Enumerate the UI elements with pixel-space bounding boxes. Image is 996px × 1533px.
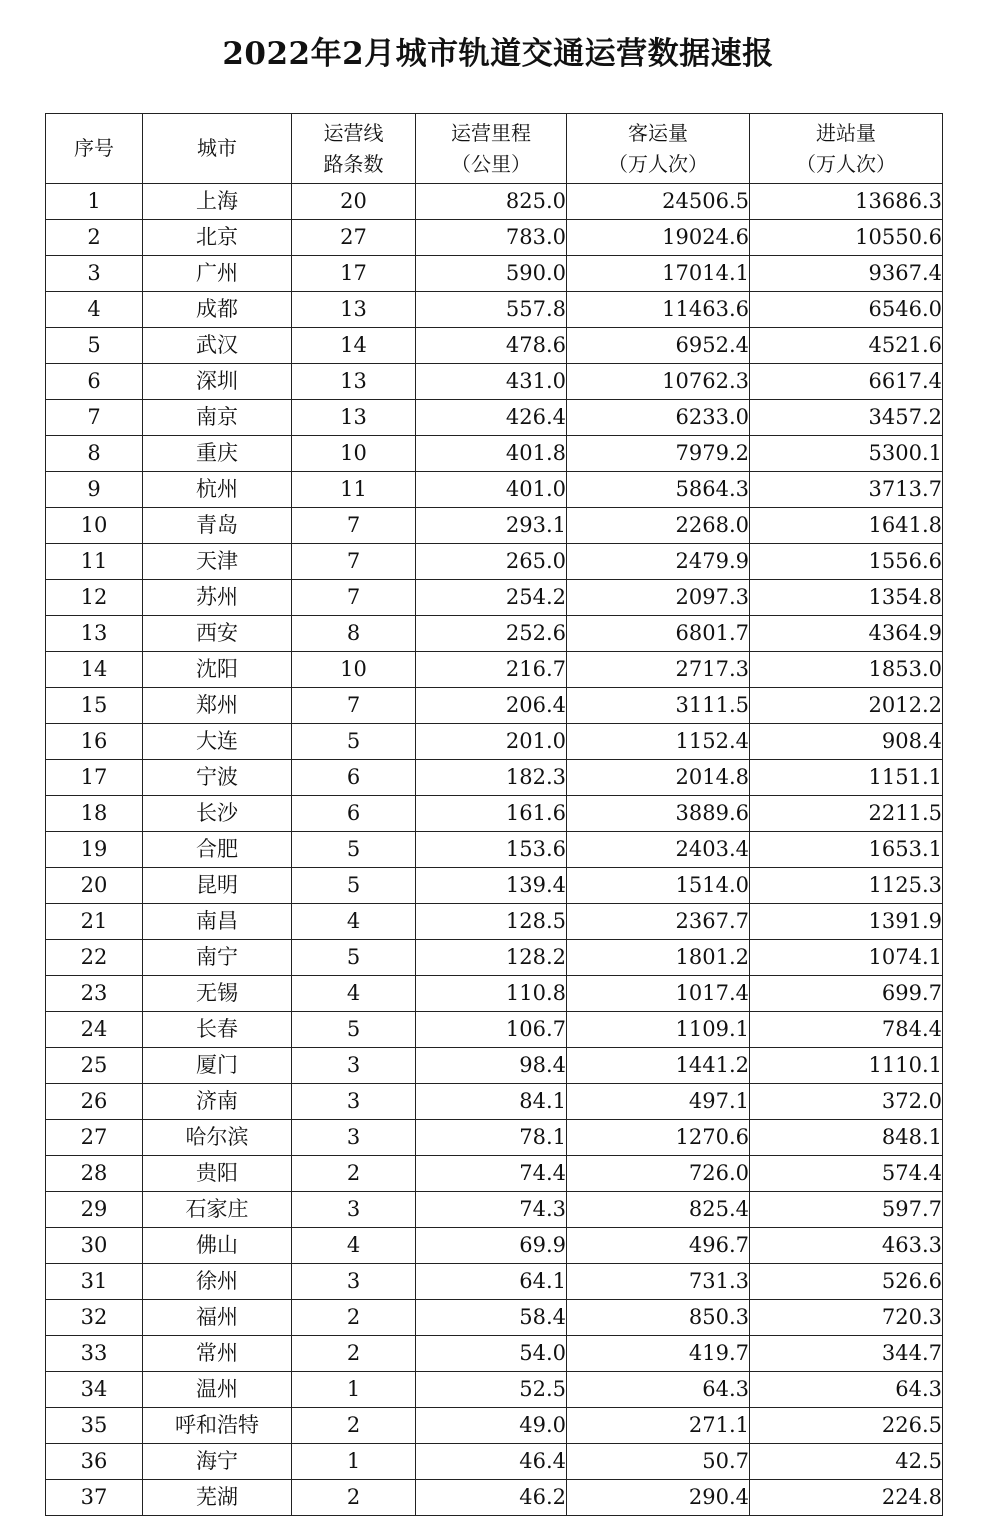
cell-mileage: 431.0	[416, 364, 567, 400]
cell-entry: 526.6	[750, 1264, 943, 1300]
cell-city: 石家庄	[143, 1192, 292, 1228]
header-seq: 序号	[46, 114, 143, 184]
cell-lines: 1	[292, 1444, 416, 1480]
data-table	[45, 113, 943, 1516]
cell-seq: 32	[46, 1300, 143, 1336]
cell-seq: 1	[46, 184, 143, 220]
cell-passenger: 2367.7	[567, 904, 750, 940]
cell-passenger: 731.3	[567, 1264, 750, 1300]
cell-passenger: 6952.4	[567, 328, 750, 364]
cell-mileage: 69.9	[416, 1228, 567, 1264]
cell-mileage: 54.0	[416, 1336, 567, 1372]
cell-passenger: 17014.1	[567, 256, 750, 292]
cell-city: 长春	[143, 1012, 292, 1048]
table-row	[46, 688, 943, 724]
cell-seq: 34	[46, 1372, 143, 1408]
cell-passenger: 1152.4	[567, 724, 750, 760]
cell-seq: 10	[46, 508, 143, 544]
cell-city: 深圳	[143, 364, 292, 400]
cell-mileage: 216.7	[416, 652, 567, 688]
cell-entry: 1641.8	[750, 508, 943, 544]
cell-lines: 1	[292, 1372, 416, 1408]
cell-city: 南京	[143, 400, 292, 436]
cell-city: 大连	[143, 724, 292, 760]
table-row	[46, 652, 943, 688]
cell-entry: 4364.9	[750, 616, 943, 652]
cell-passenger: 10762.3	[567, 364, 750, 400]
cell-entry: 1391.9	[750, 904, 943, 940]
cell-mileage: 206.4	[416, 688, 567, 724]
cell-seq: 30	[46, 1228, 143, 1264]
header-entry: 进站量 （万人次）	[750, 114, 943, 184]
cell-entry: 3713.7	[750, 472, 943, 508]
cell-lines: 11	[292, 472, 416, 508]
header-city: 城市	[143, 114, 292, 184]
cell-seq: 37	[46, 1480, 143, 1516]
cell-entry: 10550.6	[750, 220, 943, 256]
cell-entry: 4521.6	[750, 328, 943, 364]
cell-mileage: 557.8	[416, 292, 567, 328]
cell-mileage: 182.3	[416, 760, 567, 796]
cell-entry: 720.3	[750, 1300, 943, 1336]
cell-mileage: 254.2	[416, 580, 567, 616]
table-row	[46, 1264, 943, 1300]
cell-passenger: 2014.8	[567, 760, 750, 796]
cell-mileage: 46.2	[416, 1480, 567, 1516]
cell-entry: 848.1	[750, 1120, 943, 1156]
cell-lines: 2	[292, 1408, 416, 1444]
cell-passenger: 2268.0	[567, 508, 750, 544]
cell-mileage: 401.8	[416, 436, 567, 472]
cell-mileage: 128.5	[416, 904, 567, 940]
cell-passenger: 24506.5	[567, 184, 750, 220]
page-title: 2022年2月城市轨道交通运营数据速报	[222, 36, 774, 72]
cell-seq: 3	[46, 256, 143, 292]
cell-city: 西安	[143, 616, 292, 652]
cell-lines: 3	[292, 1048, 416, 1084]
cell-entry: 1110.1	[750, 1048, 943, 1084]
cell-mileage: 590.0	[416, 256, 567, 292]
cell-city: 芜湖	[143, 1480, 292, 1516]
table-row	[46, 544, 943, 580]
cell-seq: 11	[46, 544, 143, 580]
cell-passenger: 1270.6	[567, 1120, 750, 1156]
cell-lines: 2	[292, 1156, 416, 1192]
cell-entry: 5300.1	[750, 436, 943, 472]
cell-mileage: 128.2	[416, 940, 567, 976]
cell-seq: 25	[46, 1048, 143, 1084]
table-row	[46, 292, 943, 328]
cell-passenger: 496.7	[567, 1228, 750, 1264]
cell-entry: 574.4	[750, 1156, 943, 1192]
cell-city: 郑州	[143, 688, 292, 724]
table-row	[46, 616, 943, 652]
cell-passenger: 419.7	[567, 1336, 750, 1372]
cell-seq: 13	[46, 616, 143, 652]
cell-mileage: 49.0	[416, 1408, 567, 1444]
cell-city: 昆明	[143, 868, 292, 904]
cell-seq: 36	[46, 1444, 143, 1480]
cell-mileage: 98.4	[416, 1048, 567, 1084]
cell-mileage: 78.1	[416, 1120, 567, 1156]
cell-lines: 4	[292, 1228, 416, 1264]
cell-seq: 19	[46, 832, 143, 868]
cell-entry: 372.0	[750, 1084, 943, 1120]
cell-city: 合肥	[143, 832, 292, 868]
cell-passenger: 271.1	[567, 1408, 750, 1444]
cell-city: 哈尔滨	[143, 1120, 292, 1156]
cell-mileage: 106.7	[416, 1012, 567, 1048]
cell-lines: 6	[292, 760, 416, 796]
cell-passenger: 726.0	[567, 1156, 750, 1192]
cell-passenger: 1514.0	[567, 868, 750, 904]
cell-lines: 8	[292, 616, 416, 652]
cell-lines: 2	[292, 1336, 416, 1372]
cell-passenger: 1441.2	[567, 1048, 750, 1084]
cell-city: 福州	[143, 1300, 292, 1336]
cell-entry: 64.3	[750, 1372, 943, 1408]
table-row	[46, 400, 943, 436]
cell-lines: 5	[292, 724, 416, 760]
header-mileage: 运营里程 （公里）	[416, 114, 567, 184]
table-row	[46, 1372, 943, 1408]
cell-city: 济南	[143, 1084, 292, 1120]
cell-entry: 6546.0	[750, 292, 943, 328]
cell-city: 苏州	[143, 580, 292, 616]
cell-mileage: 293.1	[416, 508, 567, 544]
cell-passenger: 6233.0	[567, 400, 750, 436]
cell-lines: 10	[292, 436, 416, 472]
cell-lines: 27	[292, 220, 416, 256]
cell-city: 贵阳	[143, 1156, 292, 1192]
cell-city: 上海	[143, 184, 292, 220]
cell-city: 南宁	[143, 940, 292, 976]
cell-mileage: 825.0	[416, 184, 567, 220]
cell-lines: 3	[292, 1084, 416, 1120]
cell-entry: 3457.2	[750, 400, 943, 436]
cell-city: 无锡	[143, 976, 292, 1012]
cell-seq: 23	[46, 976, 143, 1012]
cell-mileage: 64.1	[416, 1264, 567, 1300]
table-row	[46, 796, 943, 832]
cell-seq: 27	[46, 1120, 143, 1156]
table-row	[46, 436, 943, 472]
table-row	[46, 1120, 943, 1156]
cell-entry: 1853.0	[750, 652, 943, 688]
cell-seq: 8	[46, 436, 143, 472]
cell-lines: 5	[292, 832, 416, 868]
table-row	[46, 1012, 943, 1048]
cell-city: 武汉	[143, 328, 292, 364]
table-row	[46, 940, 943, 976]
cell-mileage: 401.0	[416, 472, 567, 508]
table-row	[46, 760, 943, 796]
header-passenger: 客运量 （万人次）	[567, 114, 750, 184]
cell-city: 北京	[143, 220, 292, 256]
cell-lines: 13	[292, 400, 416, 436]
cell-city: 宁波	[143, 760, 292, 796]
cell-entry: 1354.8	[750, 580, 943, 616]
cell-seq: 35	[46, 1408, 143, 1444]
cell-seq: 2	[46, 220, 143, 256]
cell-mileage: 161.6	[416, 796, 567, 832]
cell-seq: 26	[46, 1084, 143, 1120]
table-row	[46, 1300, 943, 1336]
cell-mileage: 52.5	[416, 1372, 567, 1408]
cell-lines: 2	[292, 1480, 416, 1516]
cell-passenger: 6801.7	[567, 616, 750, 652]
cell-mileage: 139.4	[416, 868, 567, 904]
cell-seq: 4	[46, 292, 143, 328]
cell-seq: 20	[46, 868, 143, 904]
cell-entry: 6617.4	[750, 364, 943, 400]
cell-mileage: 426.4	[416, 400, 567, 436]
cell-entry: 2211.5	[750, 796, 943, 832]
cell-seq: 7	[46, 400, 143, 436]
cell-city: 厦门	[143, 1048, 292, 1084]
cell-entry: 463.3	[750, 1228, 943, 1264]
cell-city: 成都	[143, 292, 292, 328]
header-row	[46, 114, 943, 184]
cell-seq: 18	[46, 796, 143, 832]
cell-mileage: 783.0	[416, 220, 567, 256]
cell-entry: 1125.3	[750, 868, 943, 904]
table-row	[46, 508, 943, 544]
cell-passenger: 2479.9	[567, 544, 750, 580]
cell-lines: 7	[292, 580, 416, 616]
cell-entry: 2012.2	[750, 688, 943, 724]
cell-passenger: 19024.6	[567, 220, 750, 256]
cell-city: 沈阳	[143, 652, 292, 688]
cell-seq: 16	[46, 724, 143, 760]
cell-passenger: 850.3	[567, 1300, 750, 1336]
table-row	[46, 580, 943, 616]
cell-mileage: 74.3	[416, 1192, 567, 1228]
table-row	[46, 1084, 943, 1120]
cell-entry: 42.5	[750, 1444, 943, 1480]
cell-lines: 10	[292, 652, 416, 688]
cell-city: 温州	[143, 1372, 292, 1408]
cell-passenger: 11463.6	[567, 292, 750, 328]
table-row	[46, 1228, 943, 1264]
table-row	[46, 1336, 943, 1372]
cell-seq: 12	[46, 580, 143, 616]
cell-seq: 21	[46, 904, 143, 940]
table-body	[46, 184, 943, 1516]
cell-seq: 6	[46, 364, 143, 400]
table-row	[46, 1444, 943, 1480]
table-row	[46, 220, 943, 256]
table-header	[46, 114, 943, 184]
cell-entry: 224.8	[750, 1480, 943, 1516]
cell-seq: 33	[46, 1336, 143, 1372]
cell-lines: 4	[292, 904, 416, 940]
cell-city: 佛山	[143, 1228, 292, 1264]
cell-entry: 597.7	[750, 1192, 943, 1228]
cell-seq: 9	[46, 472, 143, 508]
cell-seq: 17	[46, 760, 143, 796]
table-row	[46, 1156, 943, 1192]
cell-lines: 5	[292, 1012, 416, 1048]
cell-seq: 29	[46, 1192, 143, 1228]
cell-seq: 14	[46, 652, 143, 688]
cell-city: 重庆	[143, 436, 292, 472]
cell-lines: 7	[292, 544, 416, 580]
cell-seq: 15	[46, 688, 143, 724]
cell-passenger: 1109.1	[567, 1012, 750, 1048]
cell-lines: 5	[292, 868, 416, 904]
cell-passenger: 50.7	[567, 1444, 750, 1480]
table-row	[46, 1048, 943, 1084]
cell-passenger: 5864.3	[567, 472, 750, 508]
cell-passenger: 3889.6	[567, 796, 750, 832]
cell-lines: 20	[292, 184, 416, 220]
cell-entry: 1151.1	[750, 760, 943, 796]
cell-passenger: 1801.2	[567, 940, 750, 976]
table-row	[46, 1480, 943, 1516]
cell-entry: 908.4	[750, 724, 943, 760]
cell-lines: 7	[292, 688, 416, 724]
cell-entry: 699.7	[750, 976, 943, 1012]
cell-mileage: 265.0	[416, 544, 567, 580]
table-row	[46, 1408, 943, 1444]
cell-city: 呼和浩特	[143, 1408, 292, 1444]
cell-passenger: 3111.5	[567, 688, 750, 724]
cell-lines: 3	[292, 1264, 416, 1300]
cell-passenger: 7979.2	[567, 436, 750, 472]
cell-passenger: 1017.4	[567, 976, 750, 1012]
cell-mileage: 58.4	[416, 1300, 567, 1336]
cell-lines: 3	[292, 1192, 416, 1228]
header-lines: 运营线 路条数	[292, 114, 416, 184]
table-row	[46, 184, 943, 220]
cell-lines: 4	[292, 976, 416, 1012]
cell-mileage: 153.6	[416, 832, 567, 868]
cell-mileage: 110.8	[416, 976, 567, 1012]
cell-seq: 31	[46, 1264, 143, 1300]
cell-lines: 13	[292, 364, 416, 400]
cell-entry: 9367.4	[750, 256, 943, 292]
cell-mileage: 201.0	[416, 724, 567, 760]
table-row	[46, 904, 943, 940]
cell-passenger: 2097.3	[567, 580, 750, 616]
cell-lines: 7	[292, 508, 416, 544]
cell-lines: 17	[292, 256, 416, 292]
cell-mileage: 84.1	[416, 1084, 567, 1120]
cell-seq: 24	[46, 1012, 143, 1048]
table-row	[46, 868, 943, 904]
cell-entry: 13686.3	[750, 184, 943, 220]
table-row	[46, 976, 943, 1012]
table-row	[46, 472, 943, 508]
cell-passenger: 2717.3	[567, 652, 750, 688]
cell-mileage: 478.6	[416, 328, 567, 364]
table-row	[46, 256, 943, 292]
cell-mileage: 252.6	[416, 616, 567, 652]
cell-mileage: 74.4	[416, 1156, 567, 1192]
table-row	[46, 1192, 943, 1228]
table-row	[46, 328, 943, 364]
table-row	[46, 724, 943, 760]
cell-entry: 784.4	[750, 1012, 943, 1048]
cell-passenger: 2403.4	[567, 832, 750, 868]
cell-lines: 3	[292, 1120, 416, 1156]
cell-city: 长沙	[143, 796, 292, 832]
cell-lines: 14	[292, 328, 416, 364]
cell-passenger: 64.3	[567, 1372, 750, 1408]
cell-entry: 344.7	[750, 1336, 943, 1372]
cell-city: 南昌	[143, 904, 292, 940]
cell-city: 广州	[143, 256, 292, 292]
cell-lines: 5	[292, 940, 416, 976]
cell-passenger: 497.1	[567, 1084, 750, 1120]
cell-entry: 1556.6	[750, 544, 943, 580]
cell-passenger: 290.4	[567, 1480, 750, 1516]
cell-seq: 5	[46, 328, 143, 364]
cell-entry: 226.5	[750, 1408, 943, 1444]
cell-lines: 6	[292, 796, 416, 832]
cell-city: 杭州	[143, 472, 292, 508]
cell-city: 海宁	[143, 1444, 292, 1480]
table-row	[46, 364, 943, 400]
table-row	[46, 832, 943, 868]
cell-city: 青岛	[143, 508, 292, 544]
cell-entry: 1074.1	[750, 940, 943, 976]
cell-city: 天津	[143, 544, 292, 580]
cell-seq: 22	[46, 940, 143, 976]
cell-passenger: 825.4	[567, 1192, 750, 1228]
cell-seq: 28	[46, 1156, 143, 1192]
cell-entry: 1653.1	[750, 832, 943, 868]
cell-lines: 13	[292, 292, 416, 328]
cell-mileage: 46.4	[416, 1444, 567, 1480]
cell-city: 常州	[143, 1336, 292, 1372]
cell-city: 徐州	[143, 1264, 292, 1300]
cell-lines: 2	[292, 1300, 416, 1336]
